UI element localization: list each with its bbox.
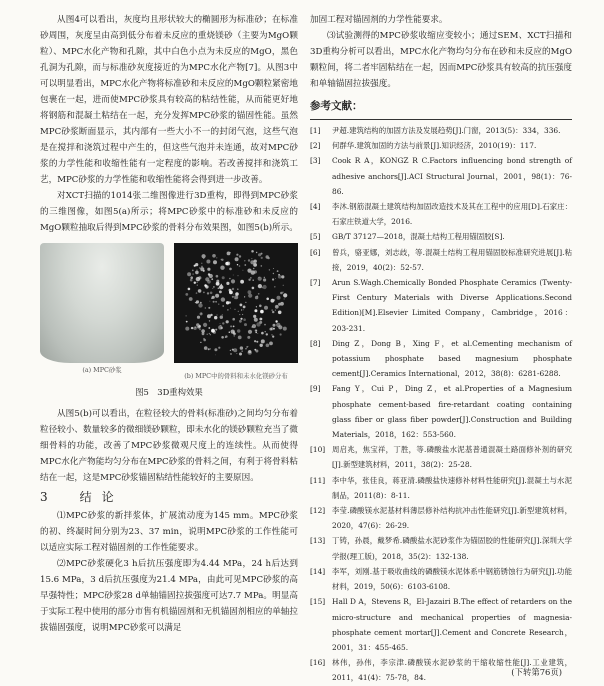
reference-number: [9] (310, 384, 321, 394)
section-heading: 3 结论 (40, 490, 124, 504)
figure-5a (40, 243, 164, 381)
reference-item (310, 533, 572, 563)
body-paragraph-2: 对XCT扫描的1014张二维图像进行3D重构，即得到MPC砂浆的三维图像，如图5(a)所示；将MPC砂浆中的标准砂和未反应的MgO颗粒抽取后得到MPC砂浆的骨料分布效果图，如图5(b)所示。 (40, 191, 298, 233)
reference-text: 李中华，张佳良，蒋亚清.磷酸盐快速修补材料性能研究[J].混凝土与水泥制品，2011(8)：8-11. (332, 475, 572, 500)
aggregate-distribution-image (174, 243, 298, 363)
reference-number: [16] (310, 658, 326, 668)
reference-text: Fang Y，Cui P，Ding Z，et al.Properties of a Magnesium phosphate cement-based fire-retardant coating containing glass fiber or glass fiber powder[J].Construction and Building Materials，2018，162：553-560. (332, 384, 572, 440)
reference-text: 李沐.钢筋混凝土建筑结构加固改造技术及其在工程中的应用[D].石家庄：石家庄铁道大学，2016. (332, 202, 572, 227)
reference-item (310, 138, 572, 153)
conclusion-1: ⑴MPC砂浆的新拌浆体，扩展流动度为145 mm。MPC砂浆的初、终凝时间分别为23、37 min，说明MPC砂浆的工作性能可以适应实际工程对锚固剂的工作性能要求。 (40, 511, 298, 553)
reference-number: [15] (310, 597, 326, 607)
reference-text: 李莹.磷酸镁水泥基材料薄层修补结构抗冲击性能研究[J].新型建筑材料，2020，47(6)：26-29. (332, 506, 572, 531)
figure-5 (40, 243, 298, 381)
continued-note: (下转第76页) (511, 667, 562, 677)
reference-item (310, 153, 572, 199)
figure-caption: 图5 3D重构效果 (135, 387, 203, 397)
reference-item (310, 123, 572, 138)
reference-text: Arun S.Wagh.Chemically Bonded Phosphate Ceramics (Twenty-First Century Materials with Diverse Applications.Second Edition)[M].Elsevier Limited Company，Cambridge，2016：203-231. (332, 278, 572, 333)
reference-number: [14] (310, 566, 326, 576)
reference-number: [6] (310, 247, 321, 257)
figure-5b-caption: (b) MPC中的骨料和未水化镁砂分布 (184, 372, 288, 380)
reference-text: 李军，刘刚.基于吸收曲线的磷酸镁水泥体系中钢筋锈蚀行为研究[J].功能材料，2019，50(6)：6103-6108. (332, 566, 572, 592)
figure-5b (174, 243, 298, 381)
reference-item (310, 594, 572, 655)
figure-5a-caption: (a) MPC砂浆 (82, 366, 122, 374)
right-column (310, 12, 572, 686)
reference-number: [4] (310, 202, 321, 212)
reference-text: 林伟，孙伟，李宗津.磷酸镁水泥砂浆的干缩收缩性能[J].工业建筑，2011，41(4)：75-78，84. (332, 658, 572, 683)
reference-text: 何群华.建筑加固的方法与前景[J].知识经济，2010(19)：117. (332, 141, 537, 151)
reference-text: Hall D A，Stevens R，El-Jazairi B.The effect of retarders on the micro-structure and mechanical properties of magnesia-phosphate cement mortar[J].Cement and Concrete Research，2001，31：455-465. (332, 597, 572, 652)
reference-number: [12] (310, 506, 326, 516)
reference-text: 曾兵，骆亚娜，刘志歧，等.混凝土结构工程用锚固胶标准研究进展[J].粘接，2019，40(2)：52-57. (332, 247, 572, 272)
conclusion-2: ⑵MPC砂浆硬化3 h后抗压强度即为4.44 MPa，24 h后达到15.6 MPa，3 d后抗压强度为21.4 MPa，由此可见MPC砂浆的高早强特性；MPC砂浆28 d单轴锚固拉拔强度可达7.7 MPa。明显高于实际工程中使用的部分市售有机锚固剂和无机锚固剂相应的单轴拉拔锚固强度，说明MPC砂浆可以满足 (40, 559, 298, 633)
left-column (40, 12, 298, 636)
reference-text: Cook R A，KONGZ R C.Factors influencing bond strength of adhesive anchors[J].ACI Structural Journal，2001，98(1)：76-86. (332, 156, 572, 196)
reference-item (310, 229, 572, 244)
reference-number: [10] (310, 445, 326, 455)
reference-item (310, 199, 572, 229)
reference-text: 丁铸，孙晨，戴梦希.磷酸盐水泥砂浆作为锚固胶的性能研究[J].深圳大学学报(理工版)，2018，35(2)：132-138. (332, 536, 572, 561)
reference-number: [3] (310, 156, 321, 166)
reference-item (310, 381, 572, 442)
reference-number: [11] (310, 475, 326, 485)
reference-number: [13] (310, 536, 326, 546)
reference-item (310, 245, 572, 275)
reference-number: [5] (310, 232, 321, 242)
reference-item (310, 336, 572, 382)
references-heading: 参考文献： (310, 100, 363, 112)
reference-number: [7] (310, 278, 321, 288)
reference-list (310, 119, 572, 686)
reference-number: [8] (310, 338, 321, 348)
conclusion-3: ⑶试验测得的MPC砂浆收缩应变较小；通过SEM、XCT扫描和3D重构分析可以看出，MPC水化产物均匀分布在砂和未反应的MgO颗粒间，将二者牢固粘结在一起，因而MPC砂浆具有较高的抗压强度和单轴锚固拉拔强度。 (310, 31, 572, 89)
body-paragraph-3: 从图5(b)可以看出，在粒径较大的骨料(标准砂)之间均匀分布着粒径较小、数量较多的微细镁砂颗粒，即未水化的镁砂颗粒充当了微细骨料的功能，改善了MPC砂浆微观尺度上的连续性。从而使得MPC水化产物能均匀分布在MPC砂浆的骨料之间，有利于将骨料粘结在一起，这是MPC砂浆锚固粘结性能较好的主要原因。 (40, 409, 298, 483)
reference-text: GB/T 37127—2018，混凝土结构工程用锚固胶[S]. (332, 232, 505, 242)
reference-text: Ding Z，Dong B，Xing F，et al.Cementing mechanism of potassium phosphate based magnesium phosphate cement[J].Ceramics International，2012，38(8)：6281-6288. (332, 338, 572, 379)
reference-number: [2] (310, 141, 321, 151)
mpc-mortar-3d-image (40, 243, 164, 363)
reference-text: 尹超.建筑结构的加固方法及发展趋势[J].门窗，2013(5)：334，336. (332, 126, 561, 135)
reference-text: 周启兆，焦宝祥，丁胜，等.磷酸盐水泥基普通混凝土路面修补剂的研究[J].新型建筑材料，2011，38(2)：25-28. (332, 445, 572, 470)
reference-item (310, 275, 572, 336)
continued-paragraph: 加固工程对锚固剂的力学性能要求。 (310, 15, 448, 25)
reference-item (310, 503, 572, 533)
body-paragraph-1: 从图4可以看出，灰度均且形状较大的椭圆形为标准砂；在标准砂周围，灰度呈由高到低分布着未反应的重烧镁砂（主要为MgO颗粒）、MPC水化产物和孔隙，其中白色小点为未反应的MgO，黑色孔洞为孔隙，而与标准砂灰度接近的为MPC水化产物[7]。从图3中可以明显看出，MPC水化产物将标准砂和未反应的MgO颗粒紧密地包裹在一起，进而使MPC砂浆具有较高的粘结性能，从而能更好地将钢筋和混凝土粘结在一起，充分发挥MPC砂浆的锚固性能。虽然MPC砂浆断面显示，其内部有一些大小不一的封闭气泡，这些气泡是在搅拌和浇筑过程中产生的，但这些气泡并未连通，故对MPC砂浆的力学性能和收缩性能有一定程度的影响。若改善搅拌和浇筑工艺，MPC砂浆的力学性能和收缩性能将会得到进一步改善。 (40, 15, 298, 185)
reference-item (310, 473, 572, 503)
reference-item (310, 442, 572, 472)
reference-item (310, 564, 572, 594)
reference-number: [1] (310, 126, 321, 135)
